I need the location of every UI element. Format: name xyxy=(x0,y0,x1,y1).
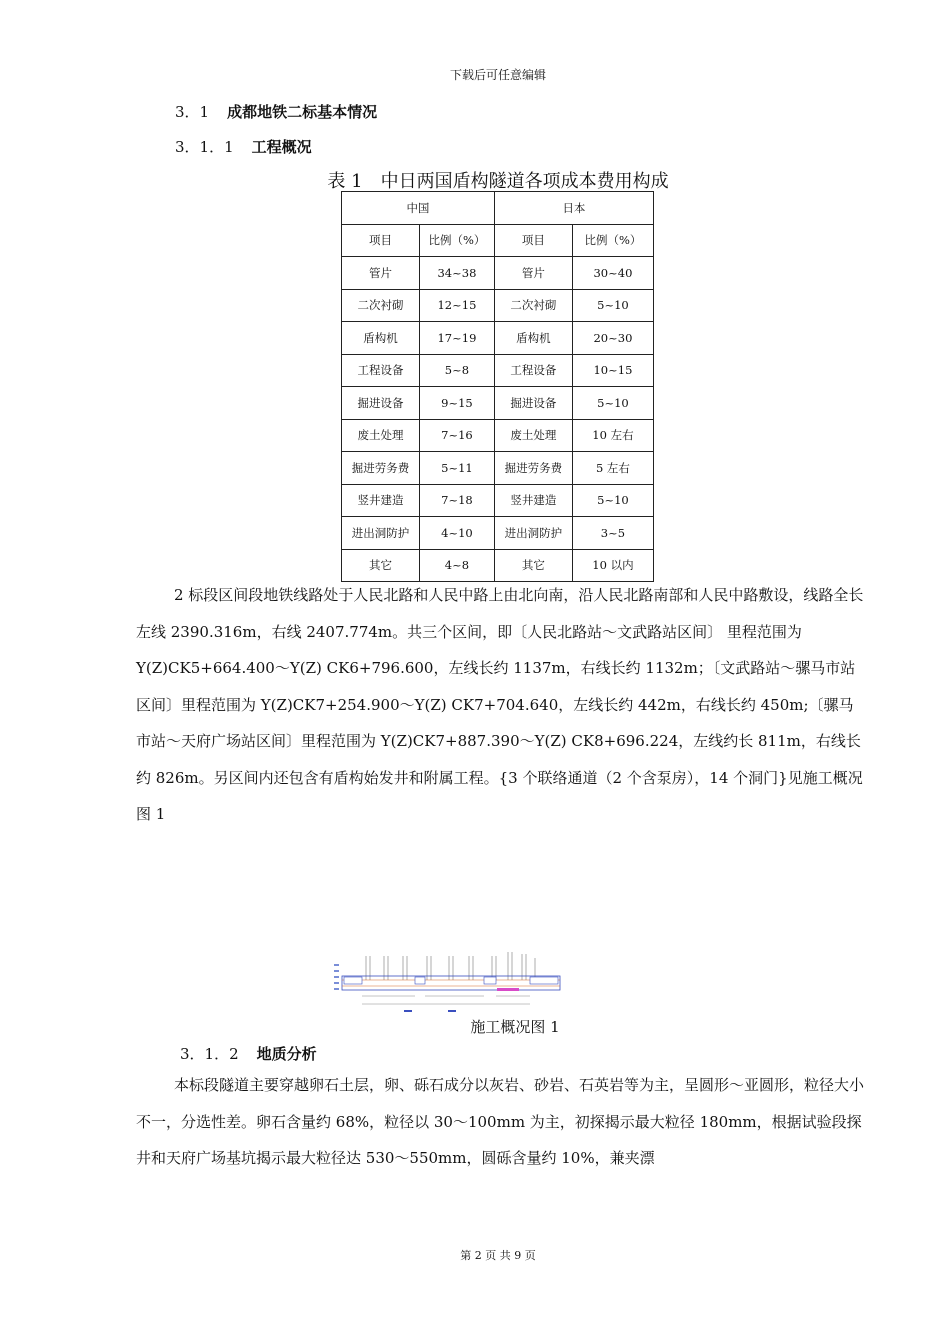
group-header-japan: 日本 xyxy=(494,192,653,225)
table-cell: 废土处理 xyxy=(342,419,420,452)
table-cell: 进出洞防护 xyxy=(494,517,572,550)
table-cell: 7~16 xyxy=(420,419,495,452)
table-cell: 17~19 xyxy=(420,322,495,355)
table-cell: 竖井建造 xyxy=(494,484,572,517)
table-cell: 掘进设备 xyxy=(494,387,572,420)
table-cell: 掘进劳务费 xyxy=(494,452,572,485)
table-row xyxy=(342,387,654,420)
table-row xyxy=(342,257,654,290)
table-cell: 7~18 xyxy=(420,484,495,517)
column-header: 项目 xyxy=(342,224,420,257)
table-cell: 5~10 xyxy=(572,289,653,322)
table-cell: 4~8 xyxy=(420,549,495,582)
table-cell: 掘进设备 xyxy=(342,387,420,420)
table-row xyxy=(342,484,654,517)
table-cell: 5~10 xyxy=(572,484,653,517)
table-cell: 盾构机 xyxy=(342,322,420,355)
table-cell: 10 以内 xyxy=(572,549,653,582)
table-cell: 其它 xyxy=(494,549,572,582)
table-cell: 5~8 xyxy=(420,354,495,387)
table-cell: 工程设备 xyxy=(494,354,572,387)
table-cell: 5 左右 xyxy=(572,452,653,485)
section-heading-3-1 xyxy=(175,101,377,122)
group-header-china: 中国 xyxy=(342,192,495,225)
column-header: 比例（%） xyxy=(572,224,653,257)
section-title: 工程概况 xyxy=(251,138,312,156)
body-paragraph-project-overview: 2 标段区间段地铁线路处于人民北路和人民中路上由北向南，沿人民北路南部和人民中路敷设，线路全长左线 2390.316m，右线 2407.774m。共三个区间，即〔人民北路站～文武路站区间〕 里程范围为 Y(Z)CK5+664.400～Y(Z) CK6+796.600，左线长约 1137m，右线长约 1132m；〔文武路站～骡马市站区间〕里程范围为 Y(Z)CK7+254.900～Y(Z) CK7+704.640，左线长约 442m，右线长约 450m;〔骡马市站～天府广场站区间〕里程范围为 Y(Z)CK7+887.390～Y(Z) CK8+696.224，左线约长 811m，右线长约 826m。另区间内还包含有盾构始发井和附属工程。{3 个联络通道（2 个含泵房），14 个洞门}见施工概况图 1 xyxy=(136,586,864,823)
body-paragraph-geology: 本标段隧道主要穿越卵石土层，卵、砾石成分以灰岩、砂岩、石英岩等为主，呈圆形～亚圆形，粒径大小不一，分选性差。卵石含量约 68%，粒径以 30～100mm 为主，初探揭示最大粒径 180mm，根据试验段探井和天府广场基坑揭示最大粒径达 530～550mm，圆砾含量约 10%，兼夹漂 xyxy=(136,1076,865,1167)
table-cell: 10~15 xyxy=(572,354,653,387)
table-row xyxy=(342,322,654,355)
column-header: 比例（%） xyxy=(420,224,495,257)
construction-overview-figure xyxy=(332,950,564,1016)
cost-table xyxy=(341,191,654,582)
table-row xyxy=(342,354,654,387)
table-cell: 管片 xyxy=(494,257,572,290)
table-caption: 表 1 中日两国盾构隧道各项成本费用构成 xyxy=(327,171,669,192)
table-cell: 竖井建造 xyxy=(342,484,420,517)
table-cell: 其它 xyxy=(342,549,420,582)
table-cell: 二次衬砌 xyxy=(494,289,572,322)
table-cell: 盾构机 xyxy=(494,322,572,355)
table-cell: 12~15 xyxy=(420,289,495,322)
section-number: 3．1 xyxy=(175,103,210,121)
section-heading-3-1-2 xyxy=(180,1043,317,1064)
table-cell: 进出洞防护 xyxy=(342,517,420,550)
table-row xyxy=(342,419,654,452)
table-cell: 20~30 xyxy=(572,322,653,355)
table-cell: 5~10 xyxy=(572,387,653,420)
section-title: 成都地铁二标基本情况 xyxy=(227,103,378,121)
table-cell: 工程设备 xyxy=(342,354,420,387)
section-title: 地质分析 xyxy=(256,1045,317,1063)
table-cell: 管片 xyxy=(342,257,420,290)
table-cell: 3~5 xyxy=(572,517,653,550)
table-cell: 掘进劳务费 xyxy=(342,452,420,485)
table-cell: 二次衬砌 xyxy=(342,289,420,322)
table-row xyxy=(342,289,654,322)
page-header: 下载后可任意编辑 xyxy=(449,68,546,82)
section-heading-3-1-1 xyxy=(175,136,312,157)
table-column-header-row xyxy=(342,224,654,257)
page-footer: 第 2 页 共 9 页 xyxy=(460,1249,536,1262)
table-group-header-row xyxy=(342,192,654,225)
table-cell: 9~15 xyxy=(420,387,495,420)
table-cell: 30~40 xyxy=(572,257,653,290)
figure-caption: 施工概况图 1 xyxy=(470,1018,560,1036)
table-cell: 34~38 xyxy=(420,257,495,290)
table-cell: 废土处理 xyxy=(494,419,572,452)
table-cell: 10 左右 xyxy=(572,419,653,452)
table-cell: 4~10 xyxy=(420,517,495,550)
table-row xyxy=(342,452,654,485)
section-number: 3．1．2 xyxy=(180,1045,239,1063)
table-row xyxy=(342,517,654,550)
column-header: 项目 xyxy=(494,224,572,257)
table-cell: 5~11 xyxy=(420,452,495,485)
section-number: 3．1．1 xyxy=(175,138,234,156)
